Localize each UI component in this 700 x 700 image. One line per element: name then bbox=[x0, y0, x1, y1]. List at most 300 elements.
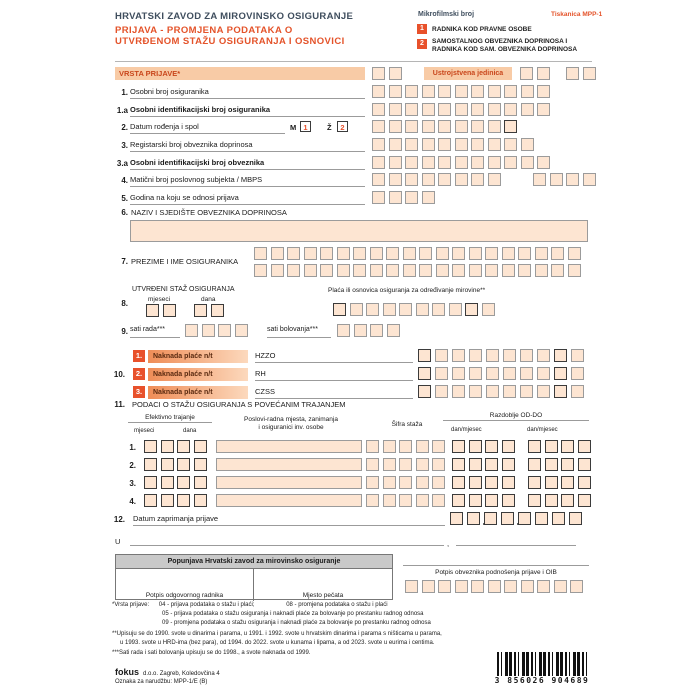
row-10-item1-boxes[interactable] bbox=[418, 349, 584, 362]
digit-box[interactable] bbox=[537, 367, 550, 380]
digit-box[interactable] bbox=[304, 247, 317, 260]
staz-row-2-sifra-boxes[interactable] bbox=[366, 458, 445, 471]
staz-row-4-do-boxes[interactable] bbox=[528, 494, 591, 507]
digit-box[interactable] bbox=[486, 349, 499, 362]
digit-box[interactable] bbox=[405, 156, 418, 169]
row-1a-boxes[interactable] bbox=[372, 103, 550, 116]
digit-box[interactable] bbox=[422, 156, 435, 169]
digit-box[interactable] bbox=[370, 247, 383, 260]
row-8-salary-boxes[interactable] bbox=[333, 303, 495, 316]
digit-box[interactable] bbox=[432, 476, 445, 489]
digit-box[interactable] bbox=[287, 247, 300, 260]
staz-row-2-duration-boxes[interactable] bbox=[144, 458, 207, 471]
digit-box[interactable] bbox=[488, 85, 501, 98]
digit-box[interactable] bbox=[353, 264, 366, 277]
digit-box[interactable] bbox=[469, 264, 482, 277]
digit-box[interactable] bbox=[485, 264, 498, 277]
digit-box[interactable] bbox=[528, 440, 541, 453]
digit-box[interactable] bbox=[488, 156, 501, 169]
digit-box[interactable] bbox=[528, 476, 541, 489]
digit-box[interactable] bbox=[521, 138, 534, 151]
digit-box[interactable] bbox=[399, 440, 412, 453]
digit-box[interactable] bbox=[177, 494, 190, 507]
row-1-boxes[interactable] bbox=[372, 85, 550, 98]
digit-box[interactable] bbox=[194, 458, 207, 471]
digit-box[interactable] bbox=[528, 458, 541, 471]
digit-box[interactable] bbox=[535, 512, 548, 525]
digit-box[interactable] bbox=[389, 191, 402, 204]
digit-box[interactable] bbox=[471, 173, 484, 186]
digit-box[interactable] bbox=[194, 476, 207, 489]
digit-box[interactable] bbox=[452, 264, 465, 277]
digit-box[interactable] bbox=[561, 494, 574, 507]
digit-box[interactable] bbox=[502, 264, 515, 277]
digit-box[interactable] bbox=[469, 349, 482, 362]
digit-box[interactable] bbox=[405, 173, 418, 186]
digit-box[interactable] bbox=[566, 67, 579, 80]
digit-box[interactable] bbox=[521, 580, 534, 593]
digit-box[interactable] bbox=[503, 385, 516, 398]
digit-box[interactable] bbox=[504, 85, 517, 98]
digit-box[interactable] bbox=[389, 138, 402, 151]
digit-box[interactable] bbox=[386, 247, 399, 260]
vrsta-prijave-boxes[interactable] bbox=[372, 67, 402, 80]
row-8-days-boxes[interactable] bbox=[194, 304, 224, 317]
digit-box[interactable] bbox=[218, 324, 231, 337]
digit-box[interactable] bbox=[503, 349, 516, 362]
digit-box[interactable] bbox=[502, 476, 515, 489]
digit-box[interactable] bbox=[521, 85, 534, 98]
digit-box[interactable] bbox=[469, 247, 482, 260]
digit-box[interactable] bbox=[366, 303, 379, 316]
digit-box[interactable] bbox=[469, 458, 482, 471]
digit-box[interactable] bbox=[488, 120, 501, 133]
digit-box[interactable] bbox=[502, 494, 515, 507]
digit-box[interactable] bbox=[551, 247, 564, 260]
staz-row-3-do-boxes[interactable] bbox=[528, 476, 591, 489]
digit-box[interactable] bbox=[520, 67, 533, 80]
digit-box[interactable] bbox=[177, 458, 190, 471]
digit-box[interactable] bbox=[533, 173, 546, 186]
digit-box[interactable] bbox=[471, 580, 484, 593]
digit-box[interactable] bbox=[399, 494, 412, 507]
digit-box[interactable] bbox=[418, 385, 431, 398]
date-line[interactable] bbox=[456, 532, 576, 546]
digit-box[interactable] bbox=[416, 476, 429, 489]
digit-box[interactable] bbox=[416, 494, 429, 507]
digit-box[interactable] bbox=[502, 458, 515, 471]
digit-box[interactable] bbox=[438, 580, 451, 593]
oib-boxes[interactable] bbox=[405, 580, 583, 593]
digit-box[interactable] bbox=[518, 264, 531, 277]
digit-box[interactable] bbox=[537, 349, 550, 362]
digit-box[interactable] bbox=[271, 264, 284, 277]
digit-box[interactable] bbox=[416, 440, 429, 453]
digit-box[interactable] bbox=[146, 304, 159, 317]
digit-box[interactable] bbox=[372, 191, 385, 204]
digit-box[interactable] bbox=[545, 458, 558, 471]
digit-box[interactable] bbox=[211, 304, 224, 317]
staz-row-3-duration-boxes[interactable] bbox=[144, 476, 207, 489]
digit-box[interactable] bbox=[304, 264, 317, 277]
digit-box[interactable] bbox=[372, 156, 385, 169]
digit-box[interactable] bbox=[438, 156, 451, 169]
digit-box[interactable] bbox=[578, 458, 591, 471]
digit-box[interactable] bbox=[578, 494, 591, 507]
staz-row-1-sifra-boxes[interactable] bbox=[366, 440, 445, 453]
digit-box[interactable] bbox=[482, 303, 495, 316]
digit-box[interactable] bbox=[372, 85, 385, 98]
digit-box[interactable] bbox=[488, 580, 501, 593]
digit-box[interactable] bbox=[518, 512, 531, 525]
digit-box[interactable] bbox=[571, 349, 584, 362]
digit-box[interactable] bbox=[455, 103, 468, 116]
digit-box[interactable] bbox=[504, 138, 517, 151]
digit-box[interactable] bbox=[537, 85, 550, 98]
digit-box[interactable] bbox=[554, 349, 567, 362]
digit-box[interactable] bbox=[551, 264, 564, 277]
digit-box[interactable] bbox=[422, 580, 435, 593]
digit-box[interactable] bbox=[161, 440, 174, 453]
digit-box[interactable] bbox=[537, 67, 550, 80]
digit-box[interactable] bbox=[405, 120, 418, 133]
digit-box[interactable] bbox=[353, 247, 366, 260]
digit-box[interactable] bbox=[389, 67, 402, 80]
naziv-input-bar[interactable] bbox=[130, 220, 588, 242]
digit-box[interactable] bbox=[372, 120, 385, 133]
digit-box[interactable] bbox=[422, 120, 435, 133]
digit-box[interactable] bbox=[455, 173, 468, 186]
digit-box[interactable] bbox=[537, 580, 550, 593]
digit-box[interactable] bbox=[435, 385, 448, 398]
signature-cell-left[interactable] bbox=[116, 569, 254, 601]
stamp-cell-right[interactable] bbox=[254, 569, 392, 601]
digit-box[interactable] bbox=[583, 173, 596, 186]
staz-row-3-input-bar[interactable] bbox=[216, 476, 362, 489]
digit-box[interactable] bbox=[399, 476, 412, 489]
digit-box[interactable] bbox=[502, 440, 515, 453]
digit-box[interactable] bbox=[438, 85, 451, 98]
digit-box[interactable] bbox=[484, 512, 497, 525]
row-4-boxes-a[interactable] bbox=[372, 173, 501, 186]
digit-box[interactable] bbox=[235, 324, 248, 337]
digit-box[interactable] bbox=[450, 512, 463, 525]
digit-box[interactable] bbox=[194, 440, 207, 453]
digit-box[interactable] bbox=[389, 103, 402, 116]
digit-box[interactable] bbox=[518, 247, 531, 260]
digit-box[interactable] bbox=[554, 385, 567, 398]
digit-box[interactable] bbox=[144, 440, 157, 453]
digit-box[interactable] bbox=[485, 476, 498, 489]
staz-row-2-input-bar[interactable] bbox=[216, 458, 362, 471]
staz-row-3-od-boxes[interactable] bbox=[452, 476, 515, 489]
digit-box[interactable] bbox=[554, 580, 567, 593]
digit-box[interactable] bbox=[452, 385, 465, 398]
digit-box[interactable] bbox=[452, 367, 465, 380]
staz-row-4-sifra-boxes[interactable] bbox=[366, 494, 445, 507]
digit-box[interactable] bbox=[488, 103, 501, 116]
staz-row-1-input-bar[interactable] bbox=[216, 440, 362, 453]
digit-box[interactable] bbox=[471, 85, 484, 98]
digit-box[interactable] bbox=[419, 247, 432, 260]
digit-box[interactable] bbox=[366, 494, 379, 507]
digit-box[interactable] bbox=[389, 156, 402, 169]
row-9-work-boxes[interactable] bbox=[185, 324, 248, 337]
row-2-boxes[interactable] bbox=[372, 120, 517, 133]
row-9-sick-boxes[interactable] bbox=[337, 324, 400, 337]
staz-row-2-do-boxes[interactable] bbox=[528, 458, 591, 471]
digit-box[interactable] bbox=[438, 120, 451, 133]
digit-box[interactable] bbox=[389, 173, 402, 186]
digit-box[interactable] bbox=[455, 85, 468, 98]
digit-box[interactable] bbox=[177, 476, 190, 489]
digit-box[interactable] bbox=[161, 458, 174, 471]
digit-box[interactable] bbox=[537, 385, 550, 398]
digit-box[interactable] bbox=[521, 103, 534, 116]
digit-box[interactable] bbox=[504, 580, 517, 593]
digit-box[interactable] bbox=[416, 303, 429, 316]
digit-box[interactable] bbox=[488, 138, 501, 151]
digit-box[interactable] bbox=[545, 476, 558, 489]
digit-box[interactable] bbox=[399, 303, 412, 316]
digit-box[interactable] bbox=[383, 476, 396, 489]
digit-box[interactable] bbox=[455, 120, 468, 133]
digit-box[interactable] bbox=[163, 304, 176, 317]
digit-box[interactable] bbox=[416, 458, 429, 471]
digit-box[interactable] bbox=[455, 138, 468, 151]
row-4-boxes-b[interactable] bbox=[533, 173, 596, 186]
digit-box[interactable] bbox=[403, 247, 416, 260]
digit-box[interactable] bbox=[366, 458, 379, 471]
digit-box[interactable] bbox=[366, 476, 379, 489]
digit-box[interactable] bbox=[177, 440, 190, 453]
digit-box[interactable] bbox=[399, 458, 412, 471]
digit-box[interactable] bbox=[432, 440, 445, 453]
digit-box[interactable] bbox=[455, 580, 468, 593]
digit-box[interactable] bbox=[333, 303, 346, 316]
digit-box[interactable] bbox=[405, 191, 418, 204]
digit-box[interactable] bbox=[485, 440, 498, 453]
digit-box[interactable] bbox=[370, 324, 383, 337]
digit-box[interactable] bbox=[405, 85, 418, 98]
row-5-boxes[interactable] bbox=[372, 191, 435, 204]
digit-box[interactable] bbox=[432, 494, 445, 507]
digit-box[interactable] bbox=[521, 156, 534, 169]
digit-box[interactable] bbox=[520, 385, 533, 398]
digit-box[interactable] bbox=[372, 103, 385, 116]
digit-box[interactable] bbox=[452, 458, 465, 471]
digit-box[interactable] bbox=[254, 247, 267, 260]
digit-box[interactable] bbox=[537, 103, 550, 116]
digit-box[interactable] bbox=[389, 85, 402, 98]
digit-box[interactable] bbox=[452, 247, 465, 260]
digit-box[interactable] bbox=[485, 458, 498, 471]
digit-box[interactable] bbox=[568, 264, 581, 277]
digit-box[interactable] bbox=[405, 138, 418, 151]
digit-box[interactable] bbox=[386, 264, 399, 277]
staz-row-1-duration-boxes[interactable] bbox=[144, 440, 207, 453]
digit-box[interactable] bbox=[471, 103, 484, 116]
staz-row-1-do-boxes[interactable] bbox=[528, 440, 591, 453]
digit-box[interactable] bbox=[432, 458, 445, 471]
digit-box[interactable] bbox=[254, 264, 267, 277]
digit-box[interactable] bbox=[287, 264, 300, 277]
digit-box[interactable] bbox=[452, 476, 465, 489]
digit-box[interactable] bbox=[561, 458, 574, 471]
staz-row-4-duration-boxes[interactable] bbox=[144, 494, 207, 507]
digit-box[interactable] bbox=[372, 67, 385, 80]
obveznik-signature-line[interactable] bbox=[403, 554, 589, 566]
digit-box[interactable] bbox=[504, 120, 517, 133]
digit-box[interactable] bbox=[570, 580, 583, 593]
digit-box[interactable] bbox=[161, 494, 174, 507]
digit-box[interactable] bbox=[488, 173, 501, 186]
digit-box[interactable] bbox=[561, 440, 574, 453]
digit-box[interactable] bbox=[455, 156, 468, 169]
row-10-item2-boxes[interactable] bbox=[418, 367, 584, 380]
digit-box[interactable] bbox=[469, 385, 482, 398]
digit-box[interactable] bbox=[465, 303, 478, 316]
ustrojstvena-boxes-2[interactable] bbox=[566, 67, 596, 80]
digit-box[interactable] bbox=[571, 385, 584, 398]
digit-box[interactable] bbox=[337, 324, 350, 337]
digit-box[interactable] bbox=[528, 494, 541, 507]
digit-box[interactable] bbox=[418, 367, 431, 380]
digit-box[interactable] bbox=[485, 494, 498, 507]
digit-box[interactable] bbox=[568, 247, 581, 260]
digit-box[interactable] bbox=[436, 247, 449, 260]
digit-box[interactable] bbox=[144, 458, 157, 471]
digit-box[interactable] bbox=[486, 385, 499, 398]
digit-box[interactable] bbox=[422, 173, 435, 186]
row-7-boxes-line2[interactable] bbox=[254, 264, 581, 277]
digit-box[interactable] bbox=[578, 476, 591, 489]
digit-box[interactable] bbox=[471, 138, 484, 151]
digit-box[interactable] bbox=[372, 173, 385, 186]
digit-box[interactable] bbox=[383, 440, 396, 453]
staz-row-4-input-bar[interactable] bbox=[216, 494, 362, 507]
digit-box[interactable] bbox=[535, 247, 548, 260]
digit-box[interactable] bbox=[504, 103, 517, 116]
digit-box[interactable] bbox=[501, 512, 514, 525]
digit-box[interactable] bbox=[372, 138, 385, 151]
digit-box[interactable] bbox=[366, 440, 379, 453]
digit-box[interactable] bbox=[449, 303, 462, 316]
digit-box[interactable] bbox=[144, 476, 157, 489]
row-8-months-boxes[interactable] bbox=[146, 304, 176, 317]
staz-row-2-od-boxes[interactable] bbox=[452, 458, 515, 471]
digit-box[interactable] bbox=[194, 304, 207, 317]
staz-row-4-od-boxes[interactable] bbox=[452, 494, 515, 507]
digit-box[interactable] bbox=[337, 247, 350, 260]
digit-box[interactable] bbox=[545, 440, 558, 453]
digit-box[interactable] bbox=[485, 247, 498, 260]
digit-box[interactable] bbox=[185, 324, 198, 337]
digit-box[interactable] bbox=[435, 367, 448, 380]
digit-box[interactable] bbox=[389, 120, 402, 133]
digit-box[interactable] bbox=[435, 349, 448, 362]
digit-box[interactable] bbox=[387, 324, 400, 337]
digit-box[interactable] bbox=[552, 512, 565, 525]
digit-box[interactable] bbox=[194, 494, 207, 507]
digit-box[interactable] bbox=[422, 138, 435, 151]
digit-box[interactable] bbox=[569, 512, 582, 525]
digit-box[interactable] bbox=[469, 476, 482, 489]
digit-box[interactable] bbox=[467, 512, 480, 525]
staz-row-1-od-boxes[interactable] bbox=[452, 440, 515, 453]
digit-box[interactable] bbox=[566, 173, 579, 186]
digit-box[interactable] bbox=[383, 303, 396, 316]
digit-box[interactable] bbox=[452, 440, 465, 453]
digit-box[interactable] bbox=[144, 494, 157, 507]
digit-box[interactable] bbox=[438, 138, 451, 151]
row-3-boxes[interactable] bbox=[372, 138, 534, 151]
digit-box[interactable] bbox=[503, 367, 516, 380]
digit-box[interactable] bbox=[471, 120, 484, 133]
digit-box[interactable] bbox=[422, 103, 435, 116]
place-line[interactable] bbox=[130, 532, 444, 546]
digit-box[interactable] bbox=[545, 494, 558, 507]
digit-box[interactable] bbox=[202, 324, 215, 337]
digit-box[interactable] bbox=[554, 367, 567, 380]
digit-box[interactable] bbox=[578, 440, 591, 453]
digit-box[interactable] bbox=[486, 367, 499, 380]
digit-box[interactable] bbox=[419, 264, 432, 277]
digit-box[interactable] bbox=[537, 156, 550, 169]
digit-box[interactable] bbox=[571, 367, 584, 380]
digit-box[interactable] bbox=[469, 440, 482, 453]
row-10-item3-boxes[interactable] bbox=[418, 385, 584, 398]
digit-box[interactable] bbox=[535, 264, 548, 277]
digit-box[interactable] bbox=[452, 349, 465, 362]
digit-box[interactable] bbox=[436, 264, 449, 277]
digit-box[interactable] bbox=[520, 367, 533, 380]
row-7-boxes-line1[interactable] bbox=[254, 247, 581, 260]
digit-box[interactable] bbox=[422, 85, 435, 98]
digit-box[interactable] bbox=[438, 103, 451, 116]
digit-box[interactable] bbox=[320, 264, 333, 277]
digit-box[interactable] bbox=[383, 494, 396, 507]
digit-box[interactable] bbox=[354, 324, 367, 337]
digit-box[interactable] bbox=[320, 247, 333, 260]
staz-row-3-sifra-boxes[interactable] bbox=[366, 476, 445, 489]
row-3a-boxes[interactable] bbox=[372, 156, 550, 169]
digit-box[interactable] bbox=[502, 247, 515, 260]
digit-box[interactable] bbox=[271, 247, 284, 260]
digit-box[interactable] bbox=[418, 349, 431, 362]
digit-box[interactable] bbox=[520, 349, 533, 362]
digit-box[interactable] bbox=[383, 458, 396, 471]
digit-box[interactable] bbox=[350, 303, 363, 316]
digit-box[interactable] bbox=[432, 303, 445, 316]
digit-box[interactable] bbox=[405, 103, 418, 116]
digit-box[interactable] bbox=[471, 156, 484, 169]
digit-box[interactable] bbox=[469, 367, 482, 380]
digit-box[interactable] bbox=[504, 156, 517, 169]
digit-box[interactable] bbox=[403, 264, 416, 277]
digit-box[interactable] bbox=[469, 494, 482, 507]
digit-box[interactable] bbox=[438, 173, 451, 186]
ustrojstvena-boxes-1[interactable] bbox=[520, 67, 550, 80]
digit-box[interactable] bbox=[405, 580, 418, 593]
digit-box[interactable] bbox=[561, 476, 574, 489]
digit-box[interactable] bbox=[550, 173, 563, 186]
digit-box[interactable] bbox=[161, 476, 174, 489]
digit-box[interactable] bbox=[370, 264, 383, 277]
digit-box[interactable] bbox=[452, 494, 465, 507]
digit-box[interactable] bbox=[337, 264, 350, 277]
row-12-boxes[interactable] bbox=[450, 512, 582, 525]
